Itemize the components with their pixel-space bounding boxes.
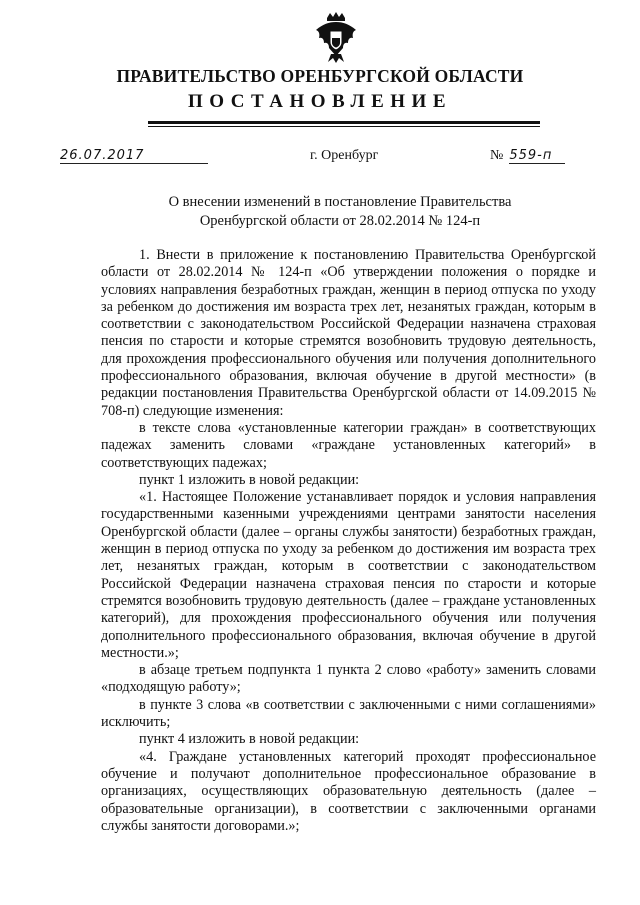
document-number [490,148,565,164]
coat-of-arms-icon [311,12,361,64]
paragraph: 1. Внести в приложение к постановлению Правительства Оренбургской области от 28.02.2014 № 124-п «Об утверждении положения о порядке и условиях направления безработных граждан, женщин в период отпуска по уходу за ребенком до достижения им возраста трех лет, незанятых граждан, которым в соответствии с законодательством Российской Федерации назначена страховая пенсия по старости и которые стремятся возобновить трудовую деятельность, для прохождения профессионального обучения или получения дополнительного профессионального образования, включая обучение в другой местности» (в редакции постановления Правительства Оренбургской области от 14.09.2015 № 708-п) следующие изменения: [101,247,596,419]
subject-line-2: Оренбургской области от 28.02.2014 № 124-п [199,213,481,229]
government-title: ПРАВИТЕЛЬСТВО ОРЕНБУРГСКОЙ ОБЛАСТИ [116,66,524,86]
subject-line-1: О внесении изменений в постановление Правительства [168,194,512,210]
paragraph: пункт 4 изложить в новой редакции: [139,731,360,748]
number-value: 559-п [509,148,565,164]
paragraph: в абзаце третьем подпункта 1 пункта 2 слово «работу» заменить словами «подходящую работу»; [101,662,596,696]
header-rule-thick [148,121,540,124]
paragraph: в тексте слова «установленные категории граждан» в соответствующих падежах заменить словами «граждане установленных категорий» в соответствующих падежах; [101,419,596,471]
document-body [101,247,596,835]
paragraph: «1. Настоящее Положение устанавливает порядок и условия направления государственными казенными учреждениями центрами занятости населения Оренбургской области (далее – органы службы занятости) безработных граждан, женщин в период отпуска по уходу за ребенком до достижения им возраста трех лет, незанятых граждан, которым в соответствии с законодательством Российской Федерации назначена страховая пенсия по старости и которые стремятся возобновить трудовую деятельность (далее – граждане установленных категорий), для прохождения профессионального обучения или получения дополнительного профессионального образования, включая обучение в другой местности.»; [101,489,596,661]
header-rule-thin [148,126,540,127]
paragraph: в пункте 3 слова «в соответствии с заключенными с ними соглашениями» исключить; [101,696,596,731]
paragraph: «4. Граждане установленных категорий проходят профессиональное обучение и получают дополнительное профессиональное образование в организациях, осуществляющих образовательную деятельность (далее – образовательные организации), в соответствии с заключенными органами службы занятости договорами.»; [101,748,596,834]
document-subject [0,193,640,231]
number-label: № [490,148,504,163]
document-city: г. Оренбург [310,148,379,163]
paragraph: пункт 1 изложить в новой редакции: [139,471,360,488]
document-date: 26.07.2017 [60,148,208,164]
document-type: ПОСТАНОВЛЕНИЕ [187,91,453,112]
